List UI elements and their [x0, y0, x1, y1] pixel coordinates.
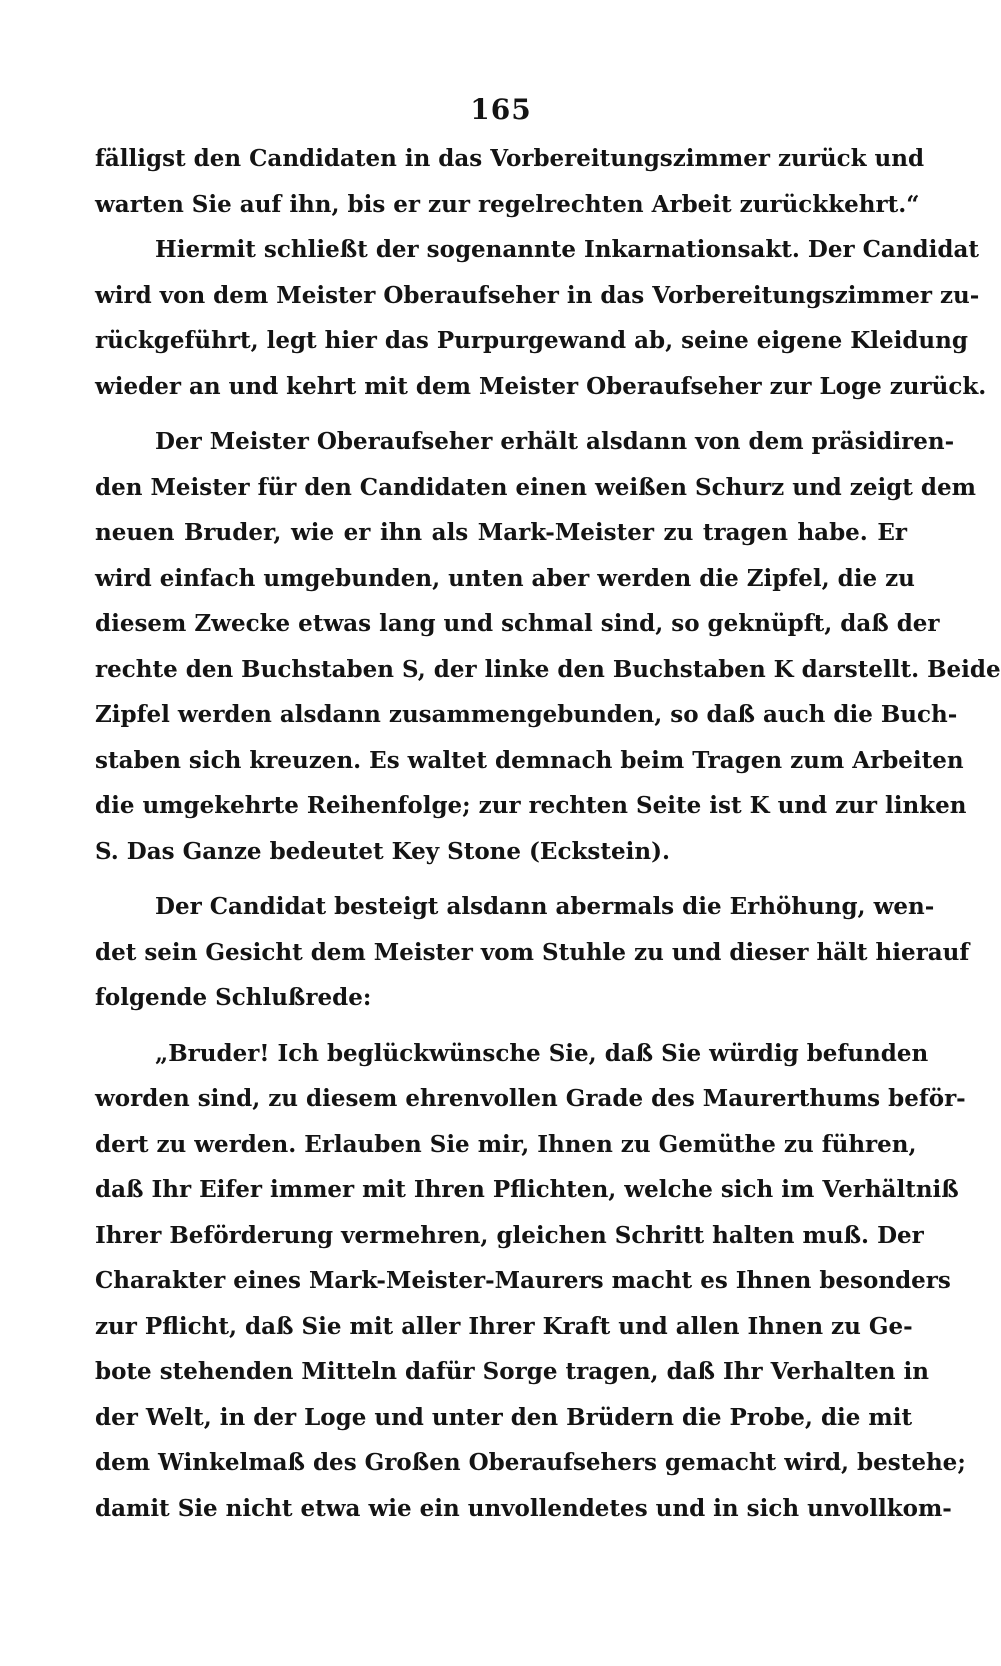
text-line: „Bruder! Ich beglückwünsche Sie, daß Sie würdig befunden [155, 1039, 929, 1067]
text-line: Zipfel werden alsdann zusammengebunden, so daß auch die Buch- [95, 701, 958, 728]
text-line: neuen Bruder, wie er ihn als Mark-Meister zu tragen habe. Er [95, 519, 907, 546]
text-line: staben sich kreuzen. Es waltet demnach beim Tragen zum Arbeiten [95, 746, 964, 774]
text-line: daß Ihr Eifer immer mit Ihren Pflichten, welche sich im Verhältniß [95, 1176, 959, 1203]
text-line: rechte den Buchstaben S, der linke den Buchstaben K darstellt. Beide [95, 655, 1001, 683]
text-line: wird einfach umgebunden, unten aber werden die Zipfel, die zu [95, 564, 915, 592]
text-line: dem Winkelmaß des Großen Oberaufsehers gemacht wird, bestehe; [95, 1449, 966, 1476]
text-line: Der Meister Oberaufseher erhält alsdann von dem präsidiren- [155, 428, 955, 455]
text-line: det sein Gesicht dem Meister vom Stuhle zu und dieser hält hierauf [95, 938, 970, 966]
text-line: die umgekehrte Reihenfolge; zur rechten Seite ist K und zur linken [95, 792, 967, 819]
text-line: worden sind, zu diesem ehrenvollen Grade des Maurerthums beför- [95, 1085, 966, 1112]
text-line: Hiermit schließt der sogenannte Inkarnationsakt. Der Candidat [155, 236, 979, 263]
paragraph [95, 419, 1001, 874]
text-line: Charakter eines Mark-Meister-Maurers macht es Ihnen besonders [95, 1267, 951, 1294]
text-line: zur Pflicht, daß Sie mit aller Ihrer Kraft und allen Ihnen zu Ge- [95, 1312, 913, 1340]
text-line: der Welt, in der Loge und unter den Brüdern die Probe, die mit [95, 1403, 913, 1431]
text-line: Der Candidat besteigt alsdann abermals die Erhöhung, wen- [155, 893, 935, 920]
text-line: fälligst den Candidaten in das Vorbereitungszimmer zurück und [95, 145, 925, 172]
text-line: folgende Schlußrede: [95, 984, 372, 1011]
text-line: bote stehenden Mitteln dafür Sorge tragen, daß Ihr Verhalten in [95, 1358, 929, 1385]
text-line: den Meister für den Candidaten einen weißen Schurz und zeigt dem [95, 473, 976, 501]
text-line: S. Das Ganze bedeutet Key Stone (Eckstein). [95, 837, 670, 865]
text-line: dert zu werden. Erlauben Sie mir, Ihnen zu Gemüthe zu führen, [95, 1130, 917, 1158]
text-line: Ihrer Beförderung vermehren, gleichen Schritt halten muß. Der [95, 1221, 924, 1249]
text-block [95, 88, 1001, 1531]
paragraph [95, 884, 970, 1021]
text-line: wird von dem Meister Oberaufseher in das Vorbereitungszimmer zu- [95, 281, 980, 309]
paragraph [95, 1031, 966, 1532]
text-line: diesem Zwecke etwas lang und schmal sind, so geknüpft, daß der [95, 610, 940, 637]
text-line: wieder an und kehrt mit dem Meister Oberaufseher zur Loge zurück. [95, 372, 987, 400]
text-line: damit Sie nicht etwa wie ein unvollendetes und in sich unvollkom- [95, 1494, 952, 1522]
paragraph [95, 136, 987, 409]
text-line: warten Sie auf ihn, bis er zur regelrechten Arbeit zurückkehrt.“ [95, 190, 920, 218]
text-line: rückgeführt, legt hier das Purpurgewand ab, seine eigene Kleidung [95, 327, 968, 354]
page-number: 165 [470, 93, 532, 126]
